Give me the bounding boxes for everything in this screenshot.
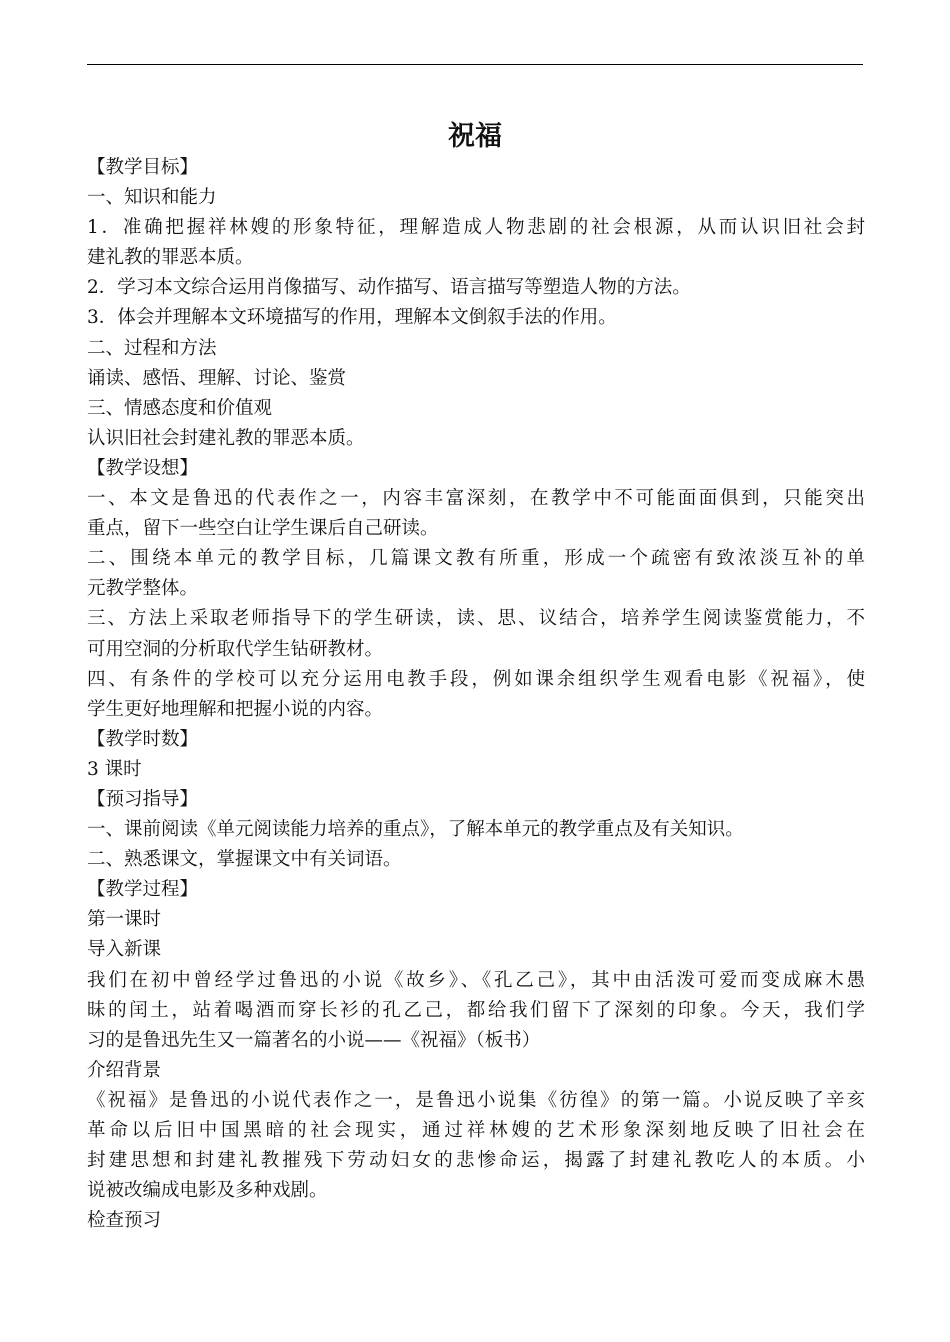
paragraph-line: 四、有条件的学校可以充分运用电教手段，例如课余组织学生观看电影《祝福》，使 [87, 668, 865, 690]
paragraph-line: 学生更好地理解和把握小说的内容。 [87, 698, 384, 720]
document-body [87, 153, 865, 1236]
section-heading: 【预习指导】 [87, 788, 199, 810]
section-heading: 【教学过程】 [87, 879, 199, 901]
paragraph-line: 我们在初中曾经学过鲁迅的小说《故乡》、《孔乙己》，其中由活泼可爱而变成麻木愚 [87, 969, 865, 991]
paragraph-line: 可用空洞的分析取代学生钻研教材。 [87, 638, 384, 660]
section-heading: 【教学时数】 [87, 728, 199, 750]
paragraph-line: 元教学整体。 [87, 578, 199, 600]
paragraph-line: 二、熟悉课文，掌握课文中有关词语。 [87, 849, 402, 871]
paragraph-line: 三、方法上采取老师指导下的学生研读，读、思、议结合，培养学生阅读鉴赏能力，不 [87, 608, 865, 630]
subsection-heading: 三、情感态度和价值观 [87, 397, 273, 419]
subsection-heading: 第一课时 [87, 909, 162, 931]
paragraph-line: 昧的闰土，站着喝酒而穿长衫的孔乙己，都给我们留下了深刻的印象。今天，我们学 [87, 999, 865, 1021]
paragraph-line: 诵读、感悟、理解、讨论、鉴赏 [87, 367, 347, 389]
subsection-heading: 介绍背景 [87, 1059, 162, 1081]
subsection-heading: 检查预习 [87, 1210, 162, 1232]
subsection-heading: 二、过程和方法 [87, 337, 217, 359]
paragraph-line: 革命以后旧中国黑暗的社会现实，通过祥林嫂的艺术形象深刻地反映了旧社会在 [87, 1120, 865, 1141]
paragraph-line: 《祝福》是鲁迅的小说代表作之一，是鲁迅小说集《彷徨》的第一篇。小说反映了辛亥 [87, 1089, 865, 1111]
paragraph-line: 3．体会并理解本文环境描写的作用，理解本文倒叙手法的作用。 [87, 307, 617, 329]
document-title: 祝福 [448, 121, 502, 152]
subsection-heading: 一、知识和能力 [87, 187, 217, 209]
paragraph-line: 建礼教的罪恶本质。 [87, 247, 254, 269]
paragraph-line: 一、本文是鲁迅的代表作之一，内容丰富深刻，在教学中不可能面面俱到，只能突出 [87, 488, 865, 510]
paragraph-line: 2．学习本文综合运用肖像描写、动作描写、语言描写等塑造人物的方法。 [87, 277, 691, 299]
paragraph-line: 二、围绕本单元的教学目标，几篇课文教有所重，形成一个疏密有致浓淡互补的单 [87, 548, 865, 570]
header-rule [87, 64, 863, 65]
paragraph-line: 封建思想和封建礼教摧残下劳动妇女的悲惨命运，揭露了封建礼教吃人的本质。小 [87, 1150, 865, 1172]
section-heading: 【教学目标】 [87, 157, 199, 178]
paragraph-line: 习的是鲁迅先生又一篇著名的小说——《祝福》（板书） [87, 1029, 541, 1051]
paragraph-line: 一、课前阅读《单元阅读能力培养的重点》，了解本单元的教学重点及有关知识。 [87, 819, 744, 841]
paragraph-line: 1．准确把握祥林嫂的形象特征，理解造成人物悲剧的社会根源，从而认识旧社会封 [87, 217, 865, 239]
paragraph-line: 3 课时 [87, 758, 142, 780]
subsection-heading: 导入新课 [87, 939, 162, 961]
section-heading: 【教学设想】 [87, 457, 199, 479]
paragraph-line: 认识旧社会封建礼教的罪恶本质。 [87, 427, 365, 449]
paragraph-line: 说被改编成电影及多种戏剧。 [87, 1180, 328, 1202]
paragraph-line: 重点，留下一些空白让学生课后自己研读。 [87, 518, 439, 540]
